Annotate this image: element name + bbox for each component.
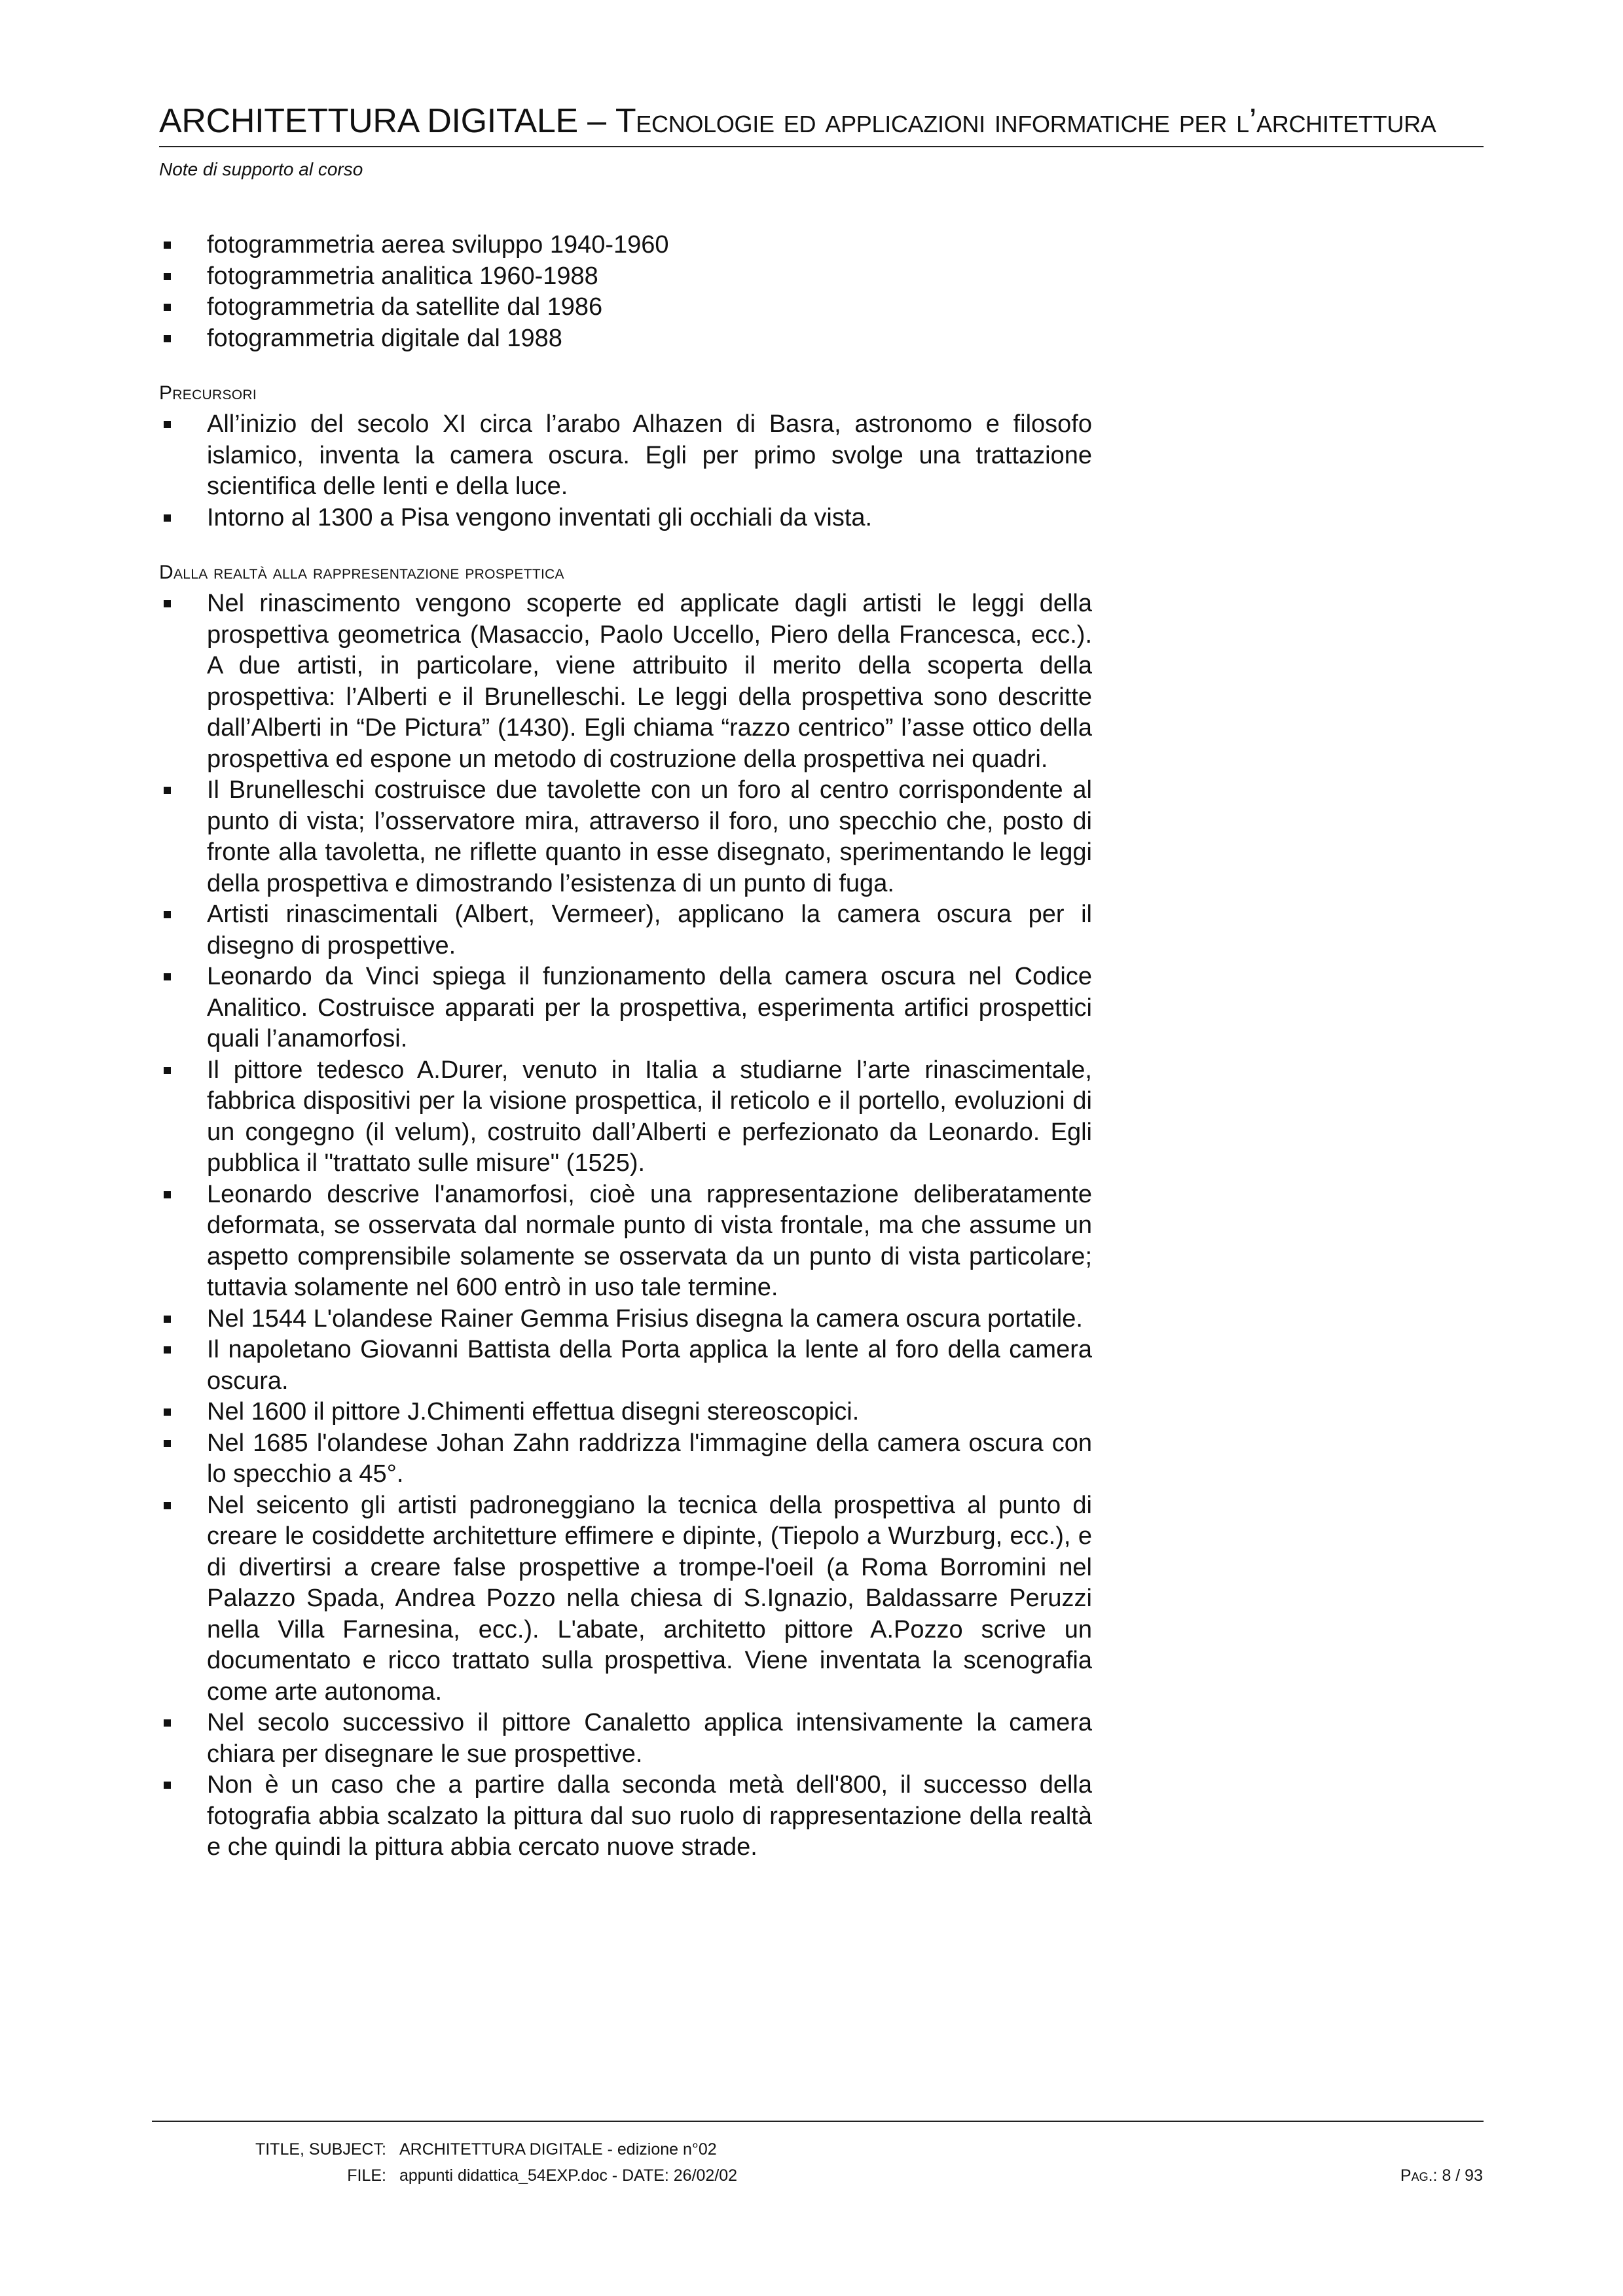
list-item: Nel seicento gli artisti padroneggiano la tecnica della prospettiva al punto di creare le cosiddette architetture effimere e dipinte, (Tiepolo a Wurzburg, ecc.), e di divertirsi a creare false prospettive a trompe-l'oeil (a Roma Borromini nel Palazzo Spada, Andrea Pozzo nella chiesa di S.Ignazio, Baldassarre Peruzzi nella Villa Farnesina, ecc.). L'abate, architetto pittore A.Pozzo scrive un documentato e ricco trattato sulla prospettiva. Viene inventata la scenografia come arte autonoma. — [159, 1490, 1092, 1708]
list-item: fotogrammetria digitale dal 1988 — [159, 323, 1092, 355]
header-divider — [159, 146, 1484, 147]
list-item: Nel 1600 il pittore J.Chimenti effettua disegni stereoscopici. — [159, 1397, 1092, 1428]
footer-title-value: ARCHITETTURA DIGITALE - edizione n°02 — [399, 2140, 717, 2159]
page-number-value: 8 / 93 — [1442, 2166, 1483, 2185]
precursori-list — [159, 409, 1092, 533]
list-item: Nel secolo successivo il pittore Canaletto applica intensivamente la camera chiara per disegnare le sue prospettive. — [159, 1708, 1092, 1770]
list-item: Non è un caso che a partire dalla seconda metà dell'800, il successo della fotografia abbia scalzato la pittura dal suo ruolo di rappresentazione della realtà e che quindi la pittura abbia cercato nuove strade. — [159, 1770, 1092, 1863]
header-title-subtitle: Tecnologie ed applicazioni informatiche per l’architettura — [615, 102, 1436, 140]
photogrammetry-list — [159, 230, 1092, 354]
prospettiva-list — [159, 588, 1092, 1863]
footer-divider — [152, 2121, 1484, 2122]
list-item: Il Brunelleschi costruisce due tavolette con un foro al centro corrispondente al punto di vista; l’osservatore mira, attraverso il foro, uno specchio che, posto di fronte alla tavoletta, ne riflette quanto in esse disegnato, sperimentando le leggi della prospettiva e dimostrando l’esistenza di un punto di fuga. — [159, 775, 1092, 899]
list-item: Il pittore tedesco A.Durer, venuto in Italia a studiarne l’arte rinascimentale, fabbrica dispositivi per la visione prospettica, il reticolo e il portello, evoluzioni di un congegno (il velum), costruito dall’Alberti e perfezionato da Leonardo. Egli pubblica il "trattato sulle misure" (1525). — [159, 1055, 1092, 1179]
list-item: All’inizio del secolo XI circa l’arabo Alhazen di Basra, astronomo e filosofo islamico, inventa la camera oscura. Egli per primo svolge una trattazione scientifica delle lenti e della luce. — [159, 409, 1092, 503]
document-body — [159, 230, 1092, 1863]
footer-file-value: appunti didattica_54EXP.doc - DATE: 26/02/02 — [399, 2166, 738, 2185]
list-item: Nel 1685 l'olandese Johan Zahn raddrizza l'immagine della camera oscura con lo specchio a 45°. — [159, 1428, 1092, 1490]
list-item: fotogrammetria analitica 1960-1988 — [159, 261, 1092, 293]
list-item: Artisti rinascimentali (Albert, Vermeer), applicano la camera oscura per il disegno di prospettive. — [159, 899, 1092, 961]
list-item: Intorno al 1300 a Pisa vengono inventati gli occhiali da vista. — [159, 503, 1092, 534]
list-item: fotogrammetria aerea sviluppo 1940-1960 — [159, 230, 1092, 261]
list-item: Nel rinascimento vengono scoperte ed applicate dagli artisti le leggi della prospettiva geometrica (Masaccio, Paolo Uccello, Piero della Francesca, ecc.). A due artisti, in particolare, viene attribuito il merito della scoperta della prospettiva: l’Alberti e il Brunelleschi. Le leggi della prospettiva sono descritte dall’Alberti in “De Pictura” (1430). Egli chiama “razzo centrico” l’asse ottico della prospettiva ed espone un metodo di costruzione della prospettiva nei quadri. — [159, 588, 1092, 775]
list-item: Leonardo da Vinci spiega il funzionamento della camera oscura nel Codice Analitico. Costruisce apparati per la prospettiva, esperimenta artifici prospettici quali l’anamorfosi. — [159, 961, 1092, 1055]
page-number-label: Pag.: — [1400, 2166, 1438, 2185]
footer-title-label: TITLE, SUBJECT: — [255, 2140, 386, 2159]
header-title-main: ARCHITETTURA DIGITALE – — [159, 102, 615, 140]
section-heading-prospettiva: Dalla realtà alla rappresentazione prospettica — [159, 562, 564, 583]
list-item: Leonardo descrive l'anamorfosi, cioè una rappresentazione deliberatamente deformata, se osservata dal normale punto di vista frontale, ma che assume un aspetto comprensibile solamente se osservata da un punto di vista particolare; tuttavia solamente nel 600 entrò in uso tale termine. — [159, 1179, 1092, 1304]
header-note: Note di supporto al corso — [159, 159, 363, 179]
header-title — [159, 101, 1436, 141]
list-item: Nel 1544 L'olandese Rainer Gemma Frisius disegna la camera oscura portatile. — [159, 1304, 1092, 1335]
list-item: Il napoletano Giovanni Battista della Porta applica la lente al foro della camera oscura. — [159, 1335, 1092, 1397]
section-heading-precursori: Precursori — [159, 382, 257, 404]
list-item: fotogrammetria da satellite dal 1986 — [159, 292, 1092, 323]
footer-file-label: FILE: — [347, 2166, 386, 2185]
page-number — [1400, 2166, 1483, 2185]
